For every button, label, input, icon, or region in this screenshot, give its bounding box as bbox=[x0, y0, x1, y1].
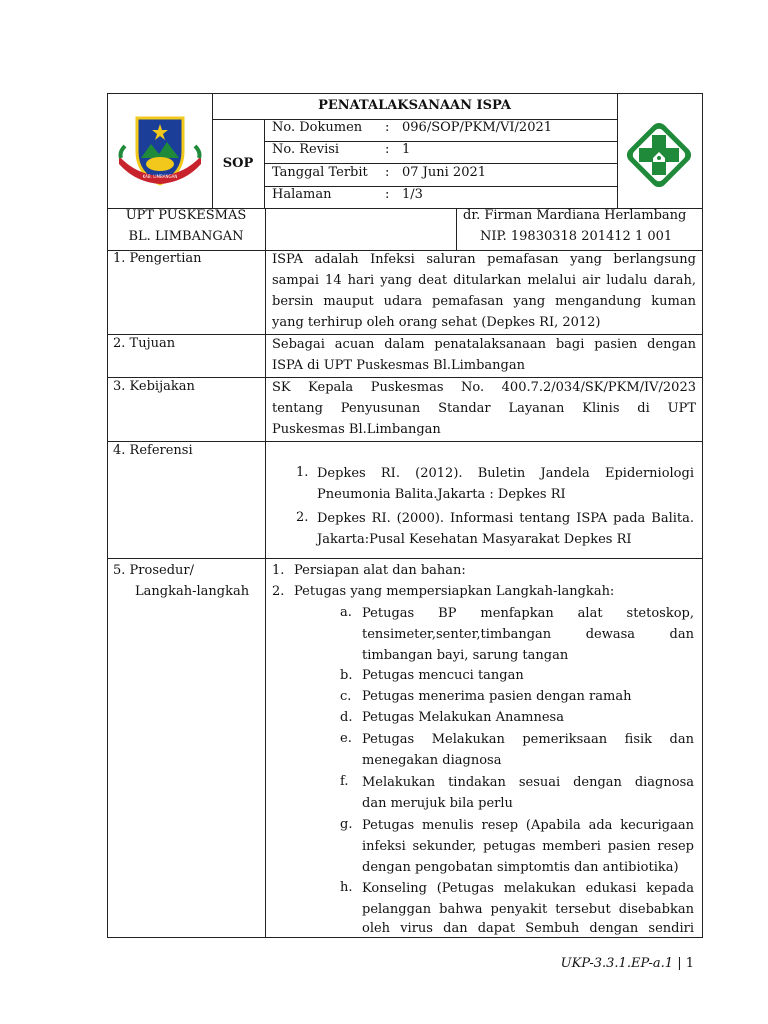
prosedur-step-text: Persiapan alat dan bahan: bbox=[294, 563, 466, 578]
substep-line: dengan pengobatan simptomtis dan antibiotika) bbox=[362, 860, 679, 875]
substep-line: tensimeter,senter,timbangan dewasa dan bbox=[362, 627, 694, 642]
kabupaten-logo bbox=[115, 112, 205, 188]
section-label-referensi: 4. Referensi bbox=[113, 443, 193, 458]
meta-colon: : bbox=[385, 187, 390, 202]
kabupaten-crest-icon bbox=[115, 112, 205, 188]
section-line-referensi bbox=[107, 558, 703, 559]
document-title: PENATALAKSANAAN ISPA bbox=[318, 98, 511, 113]
substep-line: Petugas menulis resep (Apabila ada kecurigaan bbox=[362, 818, 694, 833]
tujuan-line: Sebagai acuan dalam penatalaksanaan bagi pasien dengan bbox=[272, 337, 696, 352]
substep-line: Petugas mencuci tangan bbox=[362, 668, 524, 683]
org-divider-2 bbox=[456, 208, 457, 250]
referensi-item-line: Pneumonia Balita.Jakarta : Depkes RI bbox=[317, 487, 566, 502]
meta-label-no-dokumen: No. Dokumen bbox=[272, 120, 363, 135]
signer-nip: NIP. 19830318 201412 1 001 bbox=[480, 229, 673, 244]
substep-line: timbangan bayi, sarung tangan bbox=[362, 648, 569, 663]
label-column-divider bbox=[265, 250, 266, 938]
org-name-line2: BL. LIMBANGAN bbox=[128, 229, 244, 244]
org-divider-1 bbox=[265, 208, 266, 250]
substep-letter: d. bbox=[340, 710, 353, 725]
substep-line: dan merujuk bila perlu bbox=[362, 796, 513, 811]
substep-letter: f. bbox=[340, 774, 349, 789]
org-name-line1: UPT PUSKESMAS bbox=[125, 208, 247, 223]
header-divider-sop bbox=[264, 119, 265, 209]
referensi-item-line: Jakarta:Pusal Kesehatan Masyarakat Depkes RI bbox=[317, 532, 632, 547]
substep-line: Petugas Melakukan Anamnesa bbox=[362, 710, 564, 725]
footer-separator: | bbox=[677, 956, 682, 971]
meta-label-halaman: Halaman bbox=[272, 187, 332, 202]
page-footer bbox=[561, 956, 694, 971]
footer-page-number: 1 bbox=[685, 956, 694, 971]
prosedur-step-text: Petugas yang mempersiapkan Langkah-langkah: bbox=[294, 584, 615, 599]
signer-name: dr. Firman Mardiana Herlambang bbox=[463, 208, 687, 223]
section-label-prosedur-line2: Langkah-langkah bbox=[135, 584, 250, 599]
substep-line: pelanggan bahwa penyakit tersebut disebabkan bbox=[362, 902, 694, 917]
meta-colon: : bbox=[385, 142, 390, 157]
substep-letter: e. bbox=[340, 731, 352, 746]
meta-value-tanggal-terbit: 07 Juni 2021 bbox=[402, 165, 487, 180]
substep-line: Petugas BP menfapkan alat stetoskop, bbox=[362, 606, 694, 621]
section-label-prosedur: 5. Prosedur/ bbox=[113, 563, 194, 578]
substep-line: Petugas Melakukan pemeriksaan fisik dan bbox=[362, 732, 694, 747]
section-label-pengertian: 1. Pengertian bbox=[113, 251, 202, 266]
substep-line: infeksi sekunder, petugas memberi pasien resep bbox=[362, 839, 694, 854]
section-label-kebijakan: 3. Kebijakan bbox=[113, 379, 195, 394]
meta-label-tanggal-terbit: Tanggal Terbit bbox=[272, 165, 368, 180]
substep-line: Petugas menerima pasien dengan ramah bbox=[362, 689, 632, 704]
sop-label: SOP bbox=[222, 156, 254, 171]
meta-value-no-revisi: 1 bbox=[402, 142, 411, 157]
prosedur-step-number: 1. bbox=[272, 563, 285, 578]
puskesmas-cross-icon bbox=[624, 120, 694, 190]
substep-line: Melakukan tindakan sesuai dengan diagnosa bbox=[362, 775, 694, 790]
meta-colon: : bbox=[385, 165, 390, 180]
substep-letter: a. bbox=[340, 605, 352, 620]
substep-letter: b. bbox=[340, 668, 353, 683]
substep-letter: c. bbox=[340, 689, 352, 704]
tujuan-line: ISPA di UPT Puskesmas Bl.Limbangan bbox=[272, 358, 525, 373]
pengertian-line: sampai 14 hari yang deat ditularkan melalui air ludalu darah, bbox=[272, 273, 696, 288]
kebijakan-line: tentang Penyusunan Standar Layanan Klinis di UPT bbox=[272, 401, 696, 416]
section-line-kebijakan bbox=[107, 441, 703, 442]
substep-letter: g. bbox=[340, 817, 353, 832]
meta-label-no-revisi: No. Revisi bbox=[272, 142, 340, 157]
section-label-tujuan: 2. Tujuan bbox=[113, 336, 176, 351]
referensi-item-number: 1. bbox=[296, 465, 309, 480]
substep-letter: h. bbox=[340, 880, 353, 895]
substep-line: oleh virus dan dapat Sembuh dengan sendiri bbox=[362, 921, 694, 936]
pengertian-line: bersin mauput udara pemafasan yang mengandung kuman bbox=[272, 294, 696, 309]
meta-value-halaman: 1/3 bbox=[402, 187, 423, 202]
pengertian-line: yang terhirup oleh orang sehat (Depkes RI, 2012) bbox=[272, 315, 601, 330]
meta-value-no-dokumen: 096/SOP/PKM/VI/2021 bbox=[402, 120, 553, 135]
puskesmas-logo bbox=[624, 120, 694, 190]
header-divider-right-logo bbox=[617, 93, 618, 209]
substep-line: Konseling (Petugas melakukan edukasi kepada bbox=[362, 881, 694, 896]
referensi-item-line: Depkes RI. (2000). Informasi tentang ISPA pada Balita. bbox=[317, 511, 694, 526]
kebijakan-line: SK Kepala Puskesmas No. 400.7.2/034/SK/PKM/IV/2023 bbox=[272, 380, 696, 395]
meta-colon: : bbox=[385, 120, 390, 135]
footer-code: UKP-3.3.1.EP-a.1 bbox=[560, 956, 674, 971]
referensi-item-line: Depkes RI. (2012). Buletin Jandela Epiderniologi bbox=[317, 466, 694, 481]
kebijakan-line: Puskesmas Bl.Limbangan bbox=[272, 422, 441, 437]
referensi-item-number: 2. bbox=[296, 510, 309, 525]
prosedur-step-number: 2. bbox=[272, 584, 285, 599]
crest-motto: KAB. LIMBANGAN bbox=[142, 174, 178, 179]
substep-line: menegakan diagnosa bbox=[362, 753, 502, 768]
pengertian-line: ISPA adalah Infeksi saluran pemafasan yang berlangsung bbox=[272, 252, 696, 267]
